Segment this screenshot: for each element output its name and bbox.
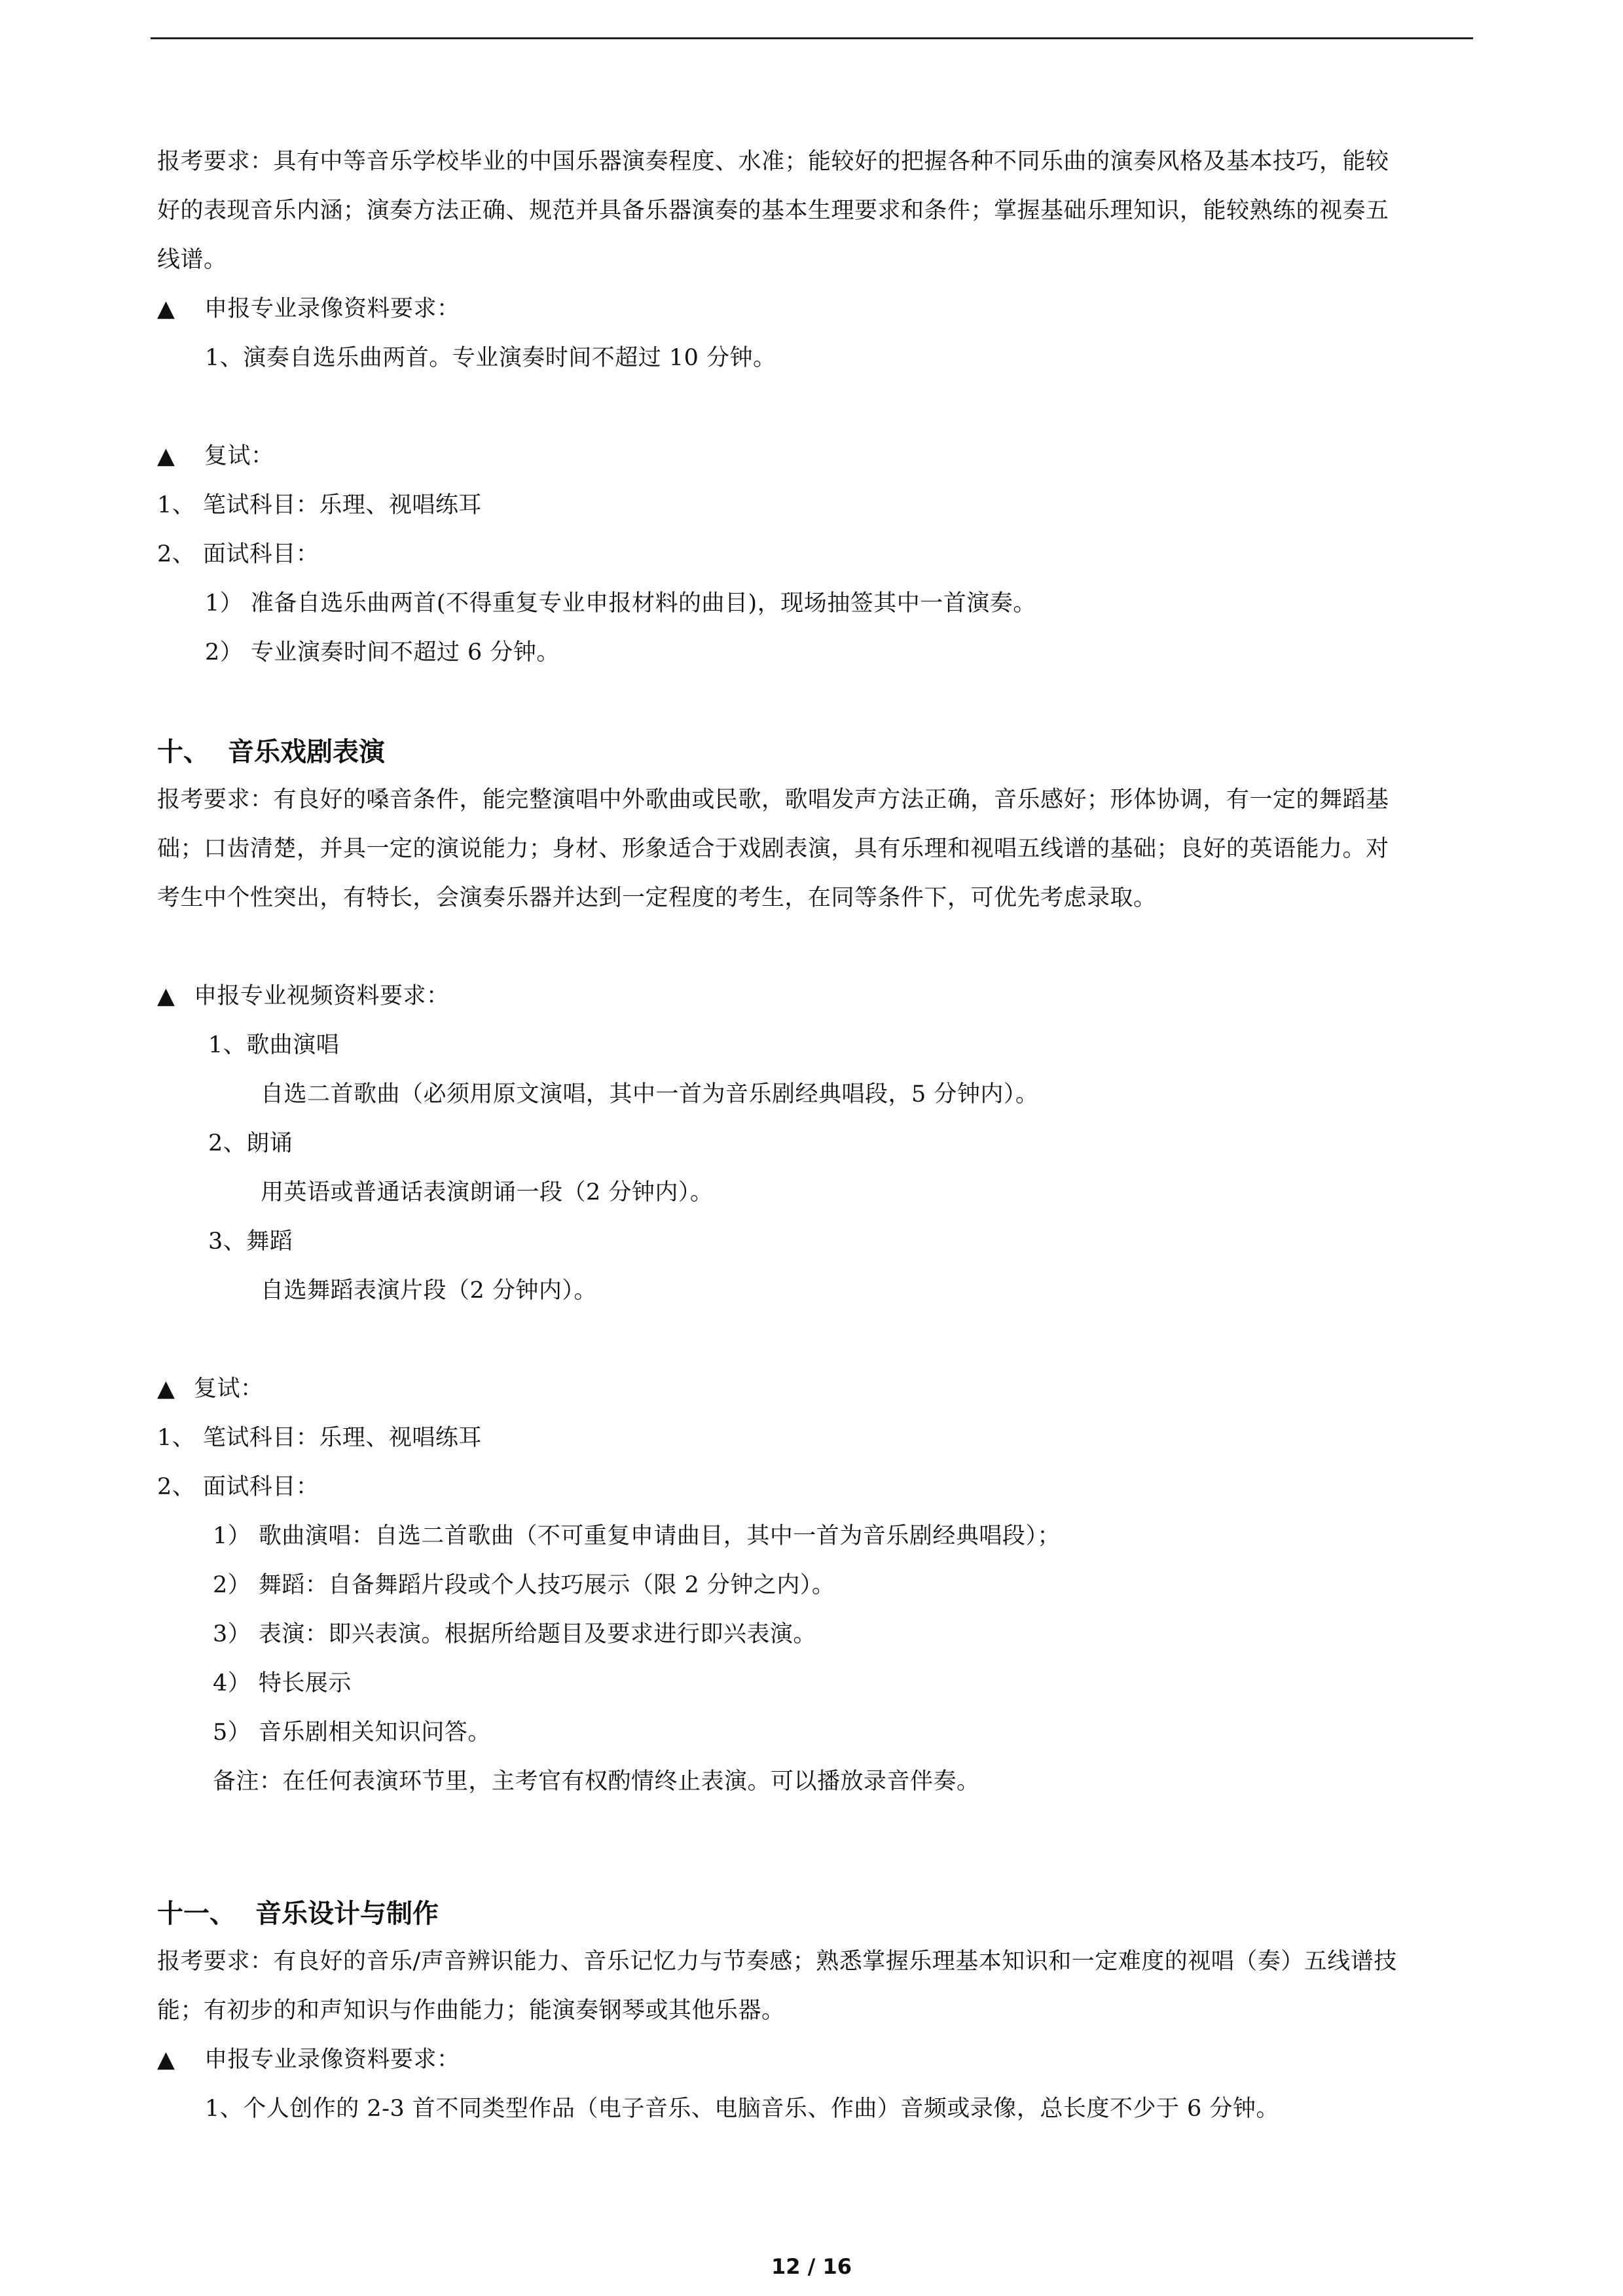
list-item: 2） 舞蹈：自备舞蹈片段或个人技巧展示（限 2 分钟之内）。 [213, 1572, 835, 1598]
bullet-text: 申报专业录像资料要求： [204, 296, 460, 322]
triangle-bullet-icon: ▲ [157, 443, 175, 469]
paragraph-line: 报考要求：具有中等音乐学校毕业的中国乐器演奏程度、水准；能较好的把握各种不同乐曲的演奏风格及基本技巧，能较 [157, 149, 1389, 175]
list-item-detail: 自选二首歌曲（必须用原文演唱，其中一首为音乐剧经典唱段，5 分钟内）。 [261, 1081, 1039, 1107]
section-title: 音乐设计与制作 [255, 1899, 439, 1929]
page-number: 12 / 16 [771, 2254, 852, 2279]
list-item: 1、个人创作的 2-3 首不同类型作品（电子音乐、电脑音乐、作曲）音频或录像，总长度不少于 6 分钟。 [205, 2096, 1279, 2122]
section-title: 音乐戏剧表演 [228, 737, 385, 767]
list-item: 1） 歌曲演唱：自选二首歌曲（不可重复申请曲目，其中一首为音乐剧经典唱段）； [213, 1523, 1061, 1549]
list-item: 2） 专业演奏时间不超过 6 分钟。 [205, 639, 560, 666]
triangle-bullet-icon: ▲ [157, 983, 175, 1009]
list-item-detail: 用英语或普通话表演朗诵一段（2 分钟内）。 [261, 1179, 714, 1206]
list-item: 1） 准备自选乐曲两首(不得重复专业申报材料的曲目)，现场抽签其中一首演奏。 [205, 590, 1036, 617]
bullet-text: 复试： [194, 1376, 264, 1402]
paragraph-line: 础；口齿清楚，并具一定的演说能力；身材、形象适合于戏剧表演，具有乐理和视唱五线谱的基础；良好的英语能力。对 [157, 836, 1389, 862]
section-number: 十一、 [157, 1899, 236, 1929]
paragraph-line: 线谱。 [157, 247, 227, 273]
list-item: 1、演奏自选乐曲两首。专业演奏时间不超过 10 分钟。 [205, 345, 776, 371]
bullet-text: 复试： [204, 443, 274, 469]
list-item: 5） 音乐剧相关知识问答。 [213, 1719, 491, 1746]
list-item: 1、歌曲演唱 [208, 1032, 340, 1058]
section-heading [157, 738, 385, 766]
header-rule [151, 37, 1473, 39]
bullet-item [157, 443, 274, 469]
list-item: 1、 笔试科目：乐理、视唱练耳 [157, 1425, 482, 1451]
list-item-detail: 自选舞蹈表演片段（2 分钟内）。 [261, 1278, 597, 1304]
list-item: 4） 特长展示 [213, 1670, 352, 1696]
triangle-bullet-icon: ▲ [157, 296, 175, 322]
list-item: 1、 笔试科目：乐理、视唱练耳 [157, 492, 482, 518]
list-item: 2、 面试科目： [157, 1474, 319, 1500]
bullet-item [157, 296, 460, 322]
list-item: 2、 面试科目： [157, 541, 319, 567]
bullet-item [157, 1376, 264, 1402]
bullet-text: 申报专业录像资料要求： [204, 2047, 460, 2073]
section-heading [157, 1899, 439, 1928]
bullet-item [157, 2047, 460, 2073]
paragraph-line: 好的表现音乐内涵；演奏方法正确、规范并具备乐器演奏的基本生理要求和条件；掌握基础乐理知识，能较熟练的视奏五 [157, 198, 1389, 224]
triangle-bullet-icon: ▲ [157, 1376, 175, 1402]
list-item: 3） 表演：即兴表演。根据所给题目及要求进行即兴表演。 [213, 1621, 816, 1647]
triangle-bullet-icon: ▲ [157, 2047, 175, 2073]
paragraph-line: 报考要求：有良好的嗓音条件，能完整演唱中外歌曲或民歌，歌唱发声方法正确，音乐感好；形体协调，有一定的舞蹈基 [157, 787, 1389, 813]
bullet-text: 申报专业视频资料要求： [194, 983, 450, 1009]
paragraph-line: 报考要求：有良好的音乐/声音辨识能力、音乐记忆力与节奏感；熟悉掌握乐理基本知识和一定难度的视唱（奏）五线谱技 [157, 1948, 1397, 1975]
list-item: 3、舞蹈 [208, 1229, 293, 1255]
bullet-item [157, 983, 450, 1009]
paragraph-line: 考生中个性突出，有特长，会演奏乐器并达到一定程度的考生，在同等条件下，可优先考虑录取。 [157, 885, 1157, 911]
note-line: 备注：在任何表演环节里，主考官有权酌情终止表演。可以播放录音伴奏。 [213, 1768, 980, 1795]
list-item: 2、朗诵 [208, 1130, 293, 1157]
section-number: 十、 [157, 737, 210, 767]
paragraph-line: 能；有初步的和声知识与作曲能力；能演奏钢琴或其他乐器。 [157, 1998, 785, 2024]
